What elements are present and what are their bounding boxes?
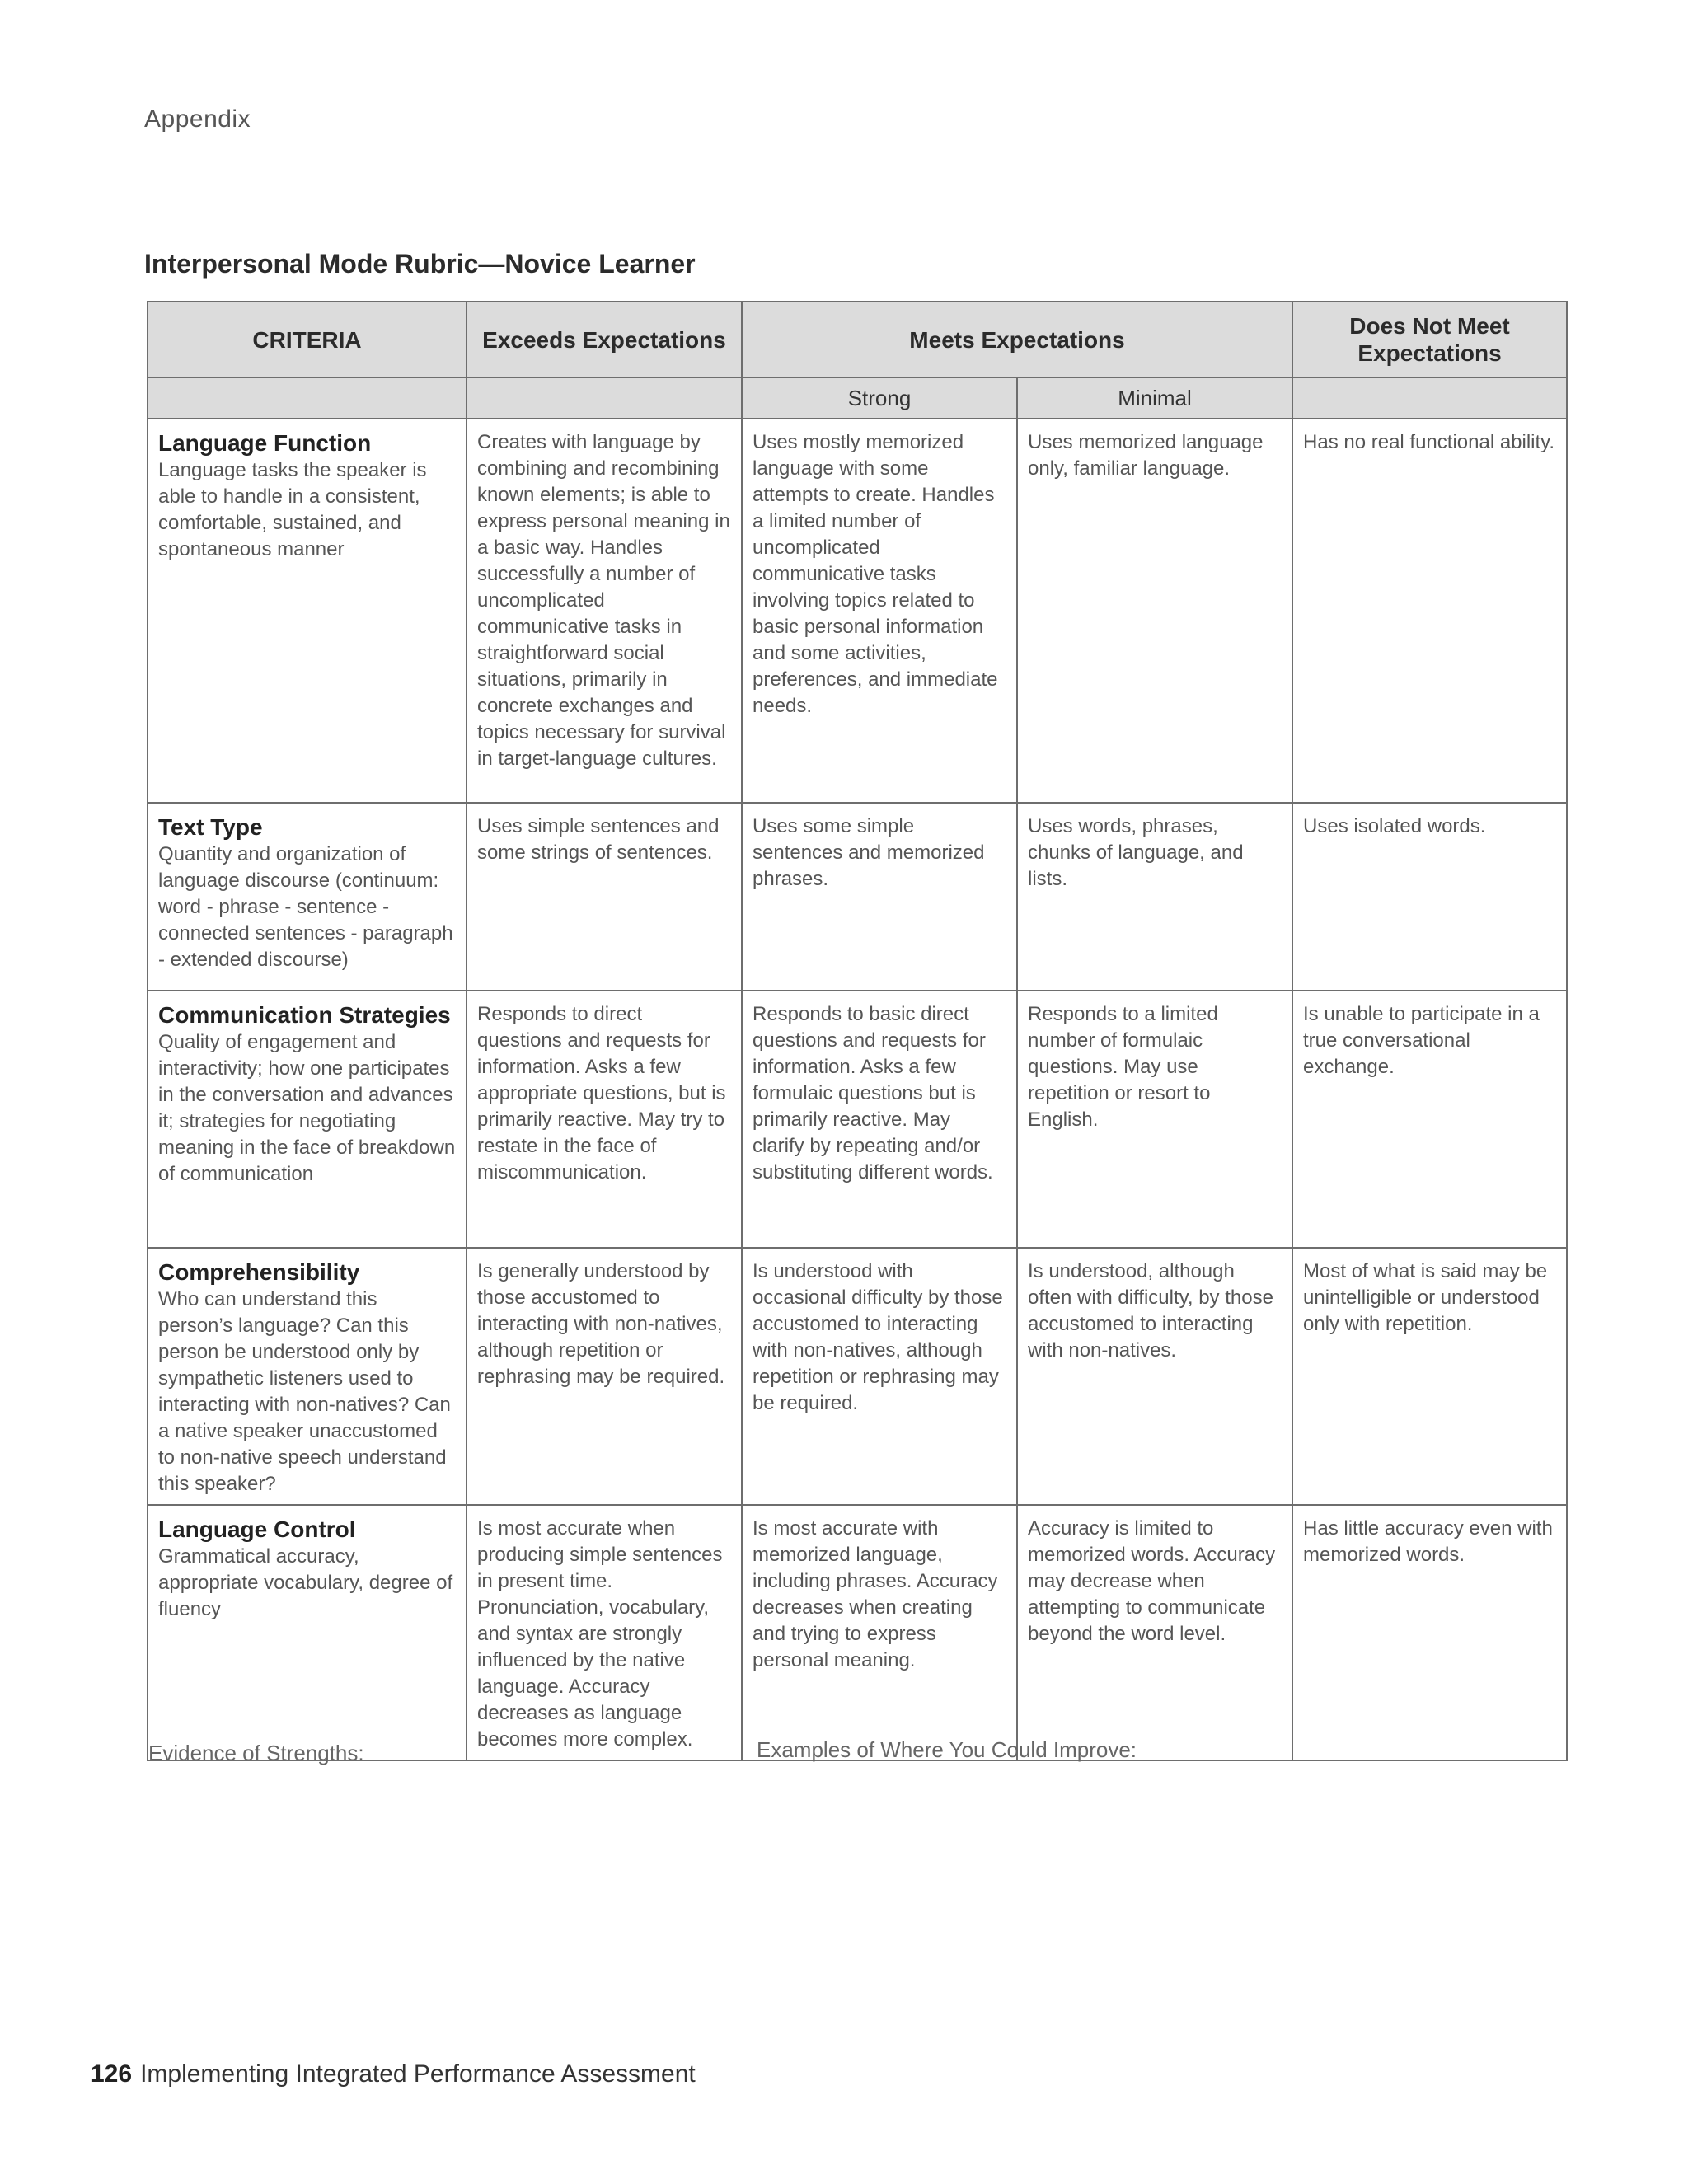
criterion-name: Language Function bbox=[158, 430, 372, 456]
rubric-title: Interpersonal Mode Rubric—Novice Learner bbox=[144, 249, 696, 279]
exceeds-cell: Is generally understood by those accustomed to interacting with non-natives, although repetition or rephrasing may be required. bbox=[467, 1248, 742, 1505]
does-not-meet-cell: Is unable to participate in a true conversational exchange. bbox=[1292, 991, 1567, 1248]
strong-cell: Responds to basic direct questions and requests for information. Asks a few formulaic questions but is primarily reactive. May clarify by repeating and/or substituting different words. bbox=[742, 991, 1017, 1248]
does-not-meet-subheader-blank bbox=[1292, 377, 1567, 419]
criteria-cell bbox=[148, 803, 467, 991]
minimal-cell: Responds to a limited number of formulaic questions. May use repetition or resort to English. bbox=[1017, 991, 1292, 1248]
rubric-table bbox=[147, 301, 1568, 1761]
does-not-meet-header: Does Not Meet Expectations bbox=[1292, 302, 1567, 377]
strengths-label: Evidence of Strengths: bbox=[148, 1741, 364, 1765]
improve-label: Examples of Where You Could Improve: bbox=[757, 1737, 1137, 1762]
criterion-description: Who can understand this person’s language? Can this person be understood only by sympathetic listeners used to interacting with non-natives? Can a native speaker unaccustomed to non-native speech understand this speaker? bbox=[158, 1288, 451, 1495]
exceeds-cell: Responds to direct questions and requests for information. Asks a few appropriate questions, but is primarily reactive. May try to restate in the face of miscommunication. bbox=[467, 991, 742, 1248]
table-row bbox=[148, 1248, 1567, 1505]
criteria-cell bbox=[148, 419, 467, 803]
exceeds-cell: Creates with language by combining and recombining known elements; is able to express personal meaning in a basic way. Handles successfully a number of uncomplicated communicative tasks in straightforward social situations, primarily in concrete exchanges and topics necessary for survival in target-language cultures. bbox=[467, 419, 742, 803]
criterion-description: Quality of engagement and interactivity; how one participates in the conversation and advances it; strategies for negotiating meaning in the face of breakdown of communication bbox=[158, 1031, 456, 1185]
running-header: Appendix bbox=[144, 105, 251, 133]
table-row bbox=[148, 419, 1567, 803]
minimal-cell: Uses memorized language only, familiar language. bbox=[1017, 419, 1292, 803]
table-row bbox=[148, 991, 1567, 1248]
strong-cell: Uses mostly memorized language with some attempts to create. Handles a limited number of uncomplicated communicative tasks involving topics related to basic personal information and some activities, preferences, and immediate needs. bbox=[742, 419, 1017, 803]
page-footer bbox=[91, 2060, 696, 2088]
strong-cell: Is most accurate with memorized language, including phrases. Accuracy decreases when creating and trying to express personal meaning. bbox=[742, 1505, 1017, 1760]
criteria-subheader-blank bbox=[148, 377, 467, 419]
strong-subheader: Strong bbox=[742, 377, 1017, 419]
page-number: 126 bbox=[91, 2060, 133, 2088]
criterion-name: Text Type bbox=[158, 814, 263, 840]
criterion-name: Communication Strategies bbox=[158, 1002, 451, 1028]
does-not-meet-cell: Most of what is said may be unintelligible or understood only with repetition. bbox=[1292, 1248, 1567, 1505]
table-row bbox=[148, 1505, 1567, 1760]
criterion-description: Quantity and organization of language discourse (continuum: word - phrase - sentence - connected sentences - paragraph - extended discourse) bbox=[158, 843, 453, 971]
strong-cell: Uses some simple sentences and memorized phrases. bbox=[742, 803, 1017, 991]
minimal-cell: Is understood, although often with difficulty, by those accustomed to interacting with non-natives. bbox=[1017, 1248, 1292, 1505]
book-title: Implementing Integrated Performance Assessment bbox=[140, 2060, 696, 2088]
table-row bbox=[148, 803, 1567, 991]
meets-header: Meets Expectations bbox=[742, 302, 1292, 377]
does-not-meet-cell: Uses isolated words. bbox=[1292, 803, 1567, 991]
criterion-name: Language Control bbox=[158, 1516, 356, 1542]
criterion-description: Grammatical accuracy, appropriate vocabulary, degree of fluency bbox=[158, 1545, 453, 1620]
minimal-cell: Uses words, phrases, chunks of language, and lists. bbox=[1017, 803, 1292, 991]
strong-cell: Is understood with occasional difficulty by those accustomed to interacting with non-natives, although repetition or rephrasing may be required. bbox=[742, 1248, 1017, 1505]
criteria-cell bbox=[148, 1248, 467, 1505]
minimal-subheader: Minimal bbox=[1017, 377, 1292, 419]
does-not-meet-cell: Has no real functional ability. bbox=[1292, 419, 1567, 803]
criteria-cell bbox=[148, 991, 467, 1248]
criteria-header: CRITERIA bbox=[148, 302, 467, 377]
minimal-cell: Accuracy is limited to memorized words. Accuracy may decrease when attempting to communicate beyond the word level. bbox=[1017, 1505, 1292, 1760]
exceeds-cell: Is most accurate when producing simple sentences in present time. Pronunciation, vocabulary, and syntax are strongly influenced by the native language. Accuracy decreases as language becomes more complex. bbox=[467, 1505, 742, 1760]
exceeds-subheader-blank bbox=[467, 377, 742, 419]
exceeds-header: Exceeds Expectations bbox=[467, 302, 742, 377]
criterion-description: Language tasks the speaker is able to handle in a consistent, comfortable, sustained, and spontaneous manner bbox=[158, 459, 427, 560]
does-not-meet-cell: Has little accuracy even with memorized words. bbox=[1292, 1505, 1567, 1760]
criterion-name: Comprehensibility bbox=[158, 1259, 360, 1285]
exceeds-cell: Uses simple sentences and some strings of sentences. bbox=[467, 803, 742, 991]
criteria-cell bbox=[148, 1505, 467, 1760]
